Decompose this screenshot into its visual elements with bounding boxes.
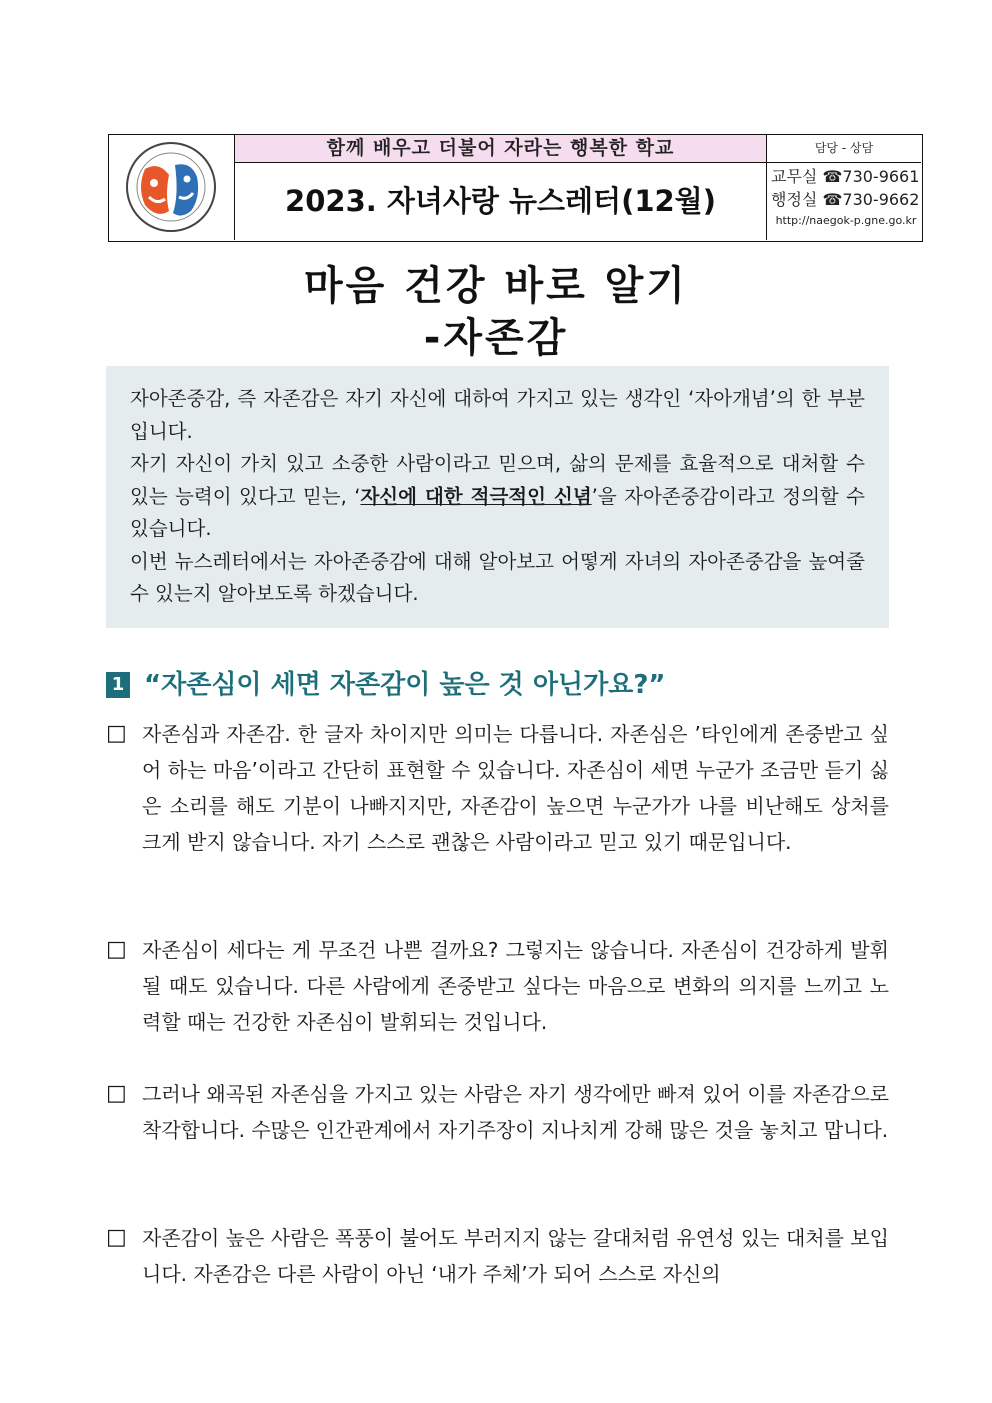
school-url-link[interactable]: http://naegok-p.gne.go.kr [775, 214, 917, 227]
checkbox-icon: □ [106, 937, 127, 962]
bullet-text: 자존심이 세다는 게 무조건 나쁜 걸까요? 그렇지는 않습니다. 자존심이 건강하게 발휘될 때도 있습니다. 다른 사람에게 존중받고 싶다는 마음으로 변화의 의지를 느끼고 노력할 때는 건강한 자존심이 발휘되는 것입니다. [142, 938, 889, 1034]
contact-info [767, 165, 921, 240]
checkbox-icon: □ [106, 1225, 127, 1250]
newsletter-header [108, 134, 923, 242]
intro-box [106, 366, 889, 628]
intro-paragraph-3: 이번 뉴스레터에서는 자아존중감에 대해 알아보고 어떻게 자녀의 자아존중감을 높여줄 수 있는지 알아보도록 하겠습니다. [130, 549, 865, 605]
section-heading [106, 665, 906, 705]
bullet-item [106, 1220, 889, 1292]
intro-text: 자기 자신이 가치 있고 소중한 사람이라고 믿으며, 삶의 문제를 효율적으로 대처할 수 있는 능력이 있다고 믿는, ‘ [130, 452, 865, 508]
section-title: “자존심이 세면 자존감이 높은 것 아닌가요?” [144, 670, 666, 700]
bullet-text: 그러나 왜곡된 자존심을 가지고 있는 사람은 자기 생각에만 빠져 있어 이를 자존감으로 착각합니다. 수많은 인간관계에서 자기주장이 지나치게 강해 많은 것을 놓치고 맙니다. [142, 1082, 889, 1142]
bullet-item [106, 1076, 889, 1148]
contact-office-phone: 교무실 ☎730-9661 [771, 167, 920, 186]
bullet-text: 자존감이 높은 사람은 폭풍이 불어도 부러지지 않는 갈대처럼 유연성 있는 대처를 보입니다. 자존감은 다른 사람이 아닌 ‘내가 주체’가 되어 스스로 자신의 [142, 1226, 889, 1286]
intro-text: ’을 자아존중감이라고 정의할 수 있습니다. [130, 484, 865, 540]
school-motto: 함께 배우고 더불어 자라는 행복한 학교 [235, 135, 767, 163]
page-title: 마음 건강 바로 알기 [304, 263, 688, 309]
page-subtitle: -자존감 [423, 315, 569, 361]
intro-paragraph-1: 자아존중감, 즉 자존감은 자기 자신에 대하여 가지고 있는 생각인 ‘자아개념’의 한 부분입니다. [130, 387, 865, 443]
contact-heading: 담당 - 상담 [767, 135, 921, 163]
bullet-item [106, 932, 889, 1040]
intro-emphasis: 자신에 대한 적극적인 신념 [360, 484, 592, 508]
section-number: 1 [106, 672, 130, 698]
contact-admin-phone: 행정실 ☎730-9662 [771, 190, 920, 209]
bullet-text: 자존심과 자존감. 한 글자 차이지만 의미는 다릅니다. 자존심은 ’타인에게 존중받고 싶어 하는 마음’이라고 간단히 표현할 수 있습니다. 자존심이 세면 누군가 조금만 듣기 싫은 소리를 해도 기분이 나빠지지만, 자존감이 높으면 누군가가 나를 비난해도 상처를 크게 받지 않습니다. 자기 스스로 괜찮은 사람이라고 믿고 있기 때문입니다. [142, 722, 889, 854]
bullet-item [106, 716, 889, 860]
school-logo-emblem-icon [115, 139, 227, 235]
intro-paragraph-2 [130, 448, 865, 546]
school-logo [109, 135, 235, 240]
checkbox-icon: □ [106, 1081, 127, 1106]
newsletter-title: 2023. 자녀사랑 뉴스레터(12월) [235, 163, 767, 240]
checkbox-icon: □ [106, 721, 127, 746]
